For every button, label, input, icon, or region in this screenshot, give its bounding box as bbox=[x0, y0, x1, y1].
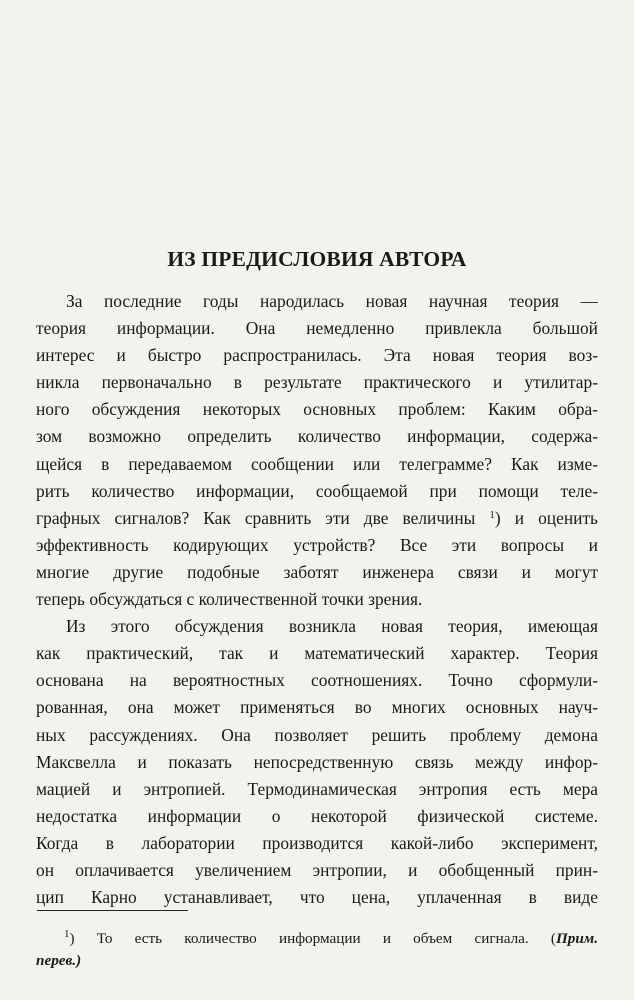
body-text bbox=[36, 288, 598, 911]
text-line: теперь обсуждаться с количественной точки зрения. bbox=[36, 589, 423, 610]
footnote-note: Прим. bbox=[555, 930, 598, 947]
text-line: мацией и энтропией. Термодинамическая энтропия есть мера bbox=[36, 778, 598, 799]
text-line: цип Карно устанавливает, что цена, уплаченная в виде bbox=[36, 887, 598, 908]
text-line: ных рассуждениях. Она позволяет решить проблему демона bbox=[36, 724, 598, 745]
text-line: основана на вероятностных соотношениях. Точно сформули- bbox=[36, 670, 598, 691]
text-line: он оплачивается увеличением энтропии, и обобщенный прин- bbox=[36, 859, 598, 880]
text-line: никла первоначально в результате практического и утилитар- bbox=[36, 372, 598, 393]
text-line: теория информации. Она немедленно привлекла большой bbox=[36, 318, 598, 339]
text-line: За последние годы народилась новая научная теория — bbox=[66, 291, 598, 311]
text-line: Когда в лаборатории производится какой-либо эксперимент, bbox=[36, 832, 598, 853]
footnote-divider bbox=[37, 910, 188, 911]
footnote-marker: 1 bbox=[64, 928, 70, 940]
footnote bbox=[36, 928, 598, 972]
footnote-line bbox=[36, 928, 598, 950]
text-line: эффективность кодирующих устройств? Все эти вопросы и bbox=[36, 534, 598, 555]
text-line: недостатка информации о некоторой физической системе. bbox=[36, 805, 598, 826]
text-line: ного обсуждения некоторых основных проблем: Каким обра- bbox=[36, 399, 598, 420]
footnote-line bbox=[36, 950, 598, 972]
footnote-close: ) bbox=[76, 952, 82, 969]
text-line: как практический, так и математический характер. Теория bbox=[36, 643, 598, 664]
chapter-title: ИЗ ПРЕДИСЛОВИЯ АВТОРА bbox=[167, 247, 467, 271]
footnote-text: ) То есть количество информации и объем сигнала. ( bbox=[69, 930, 556, 947]
text-line: интерес и быстро распространилась. Эта новая теория воз- bbox=[36, 345, 598, 366]
text-line: многие другие подобные заботят инженера связи и могут bbox=[36, 561, 598, 582]
text-line: рить количество информации, сообщаемой при помощи теле- bbox=[36, 480, 598, 501]
text-line: Из этого обсуждения возникла новая теория, имеющая bbox=[66, 616, 598, 637]
text-segment: ) и оценить bbox=[494, 507, 598, 528]
text-line: щейся в передаваемом сообщении или телеграмме? Как изме- bbox=[36, 453, 598, 474]
footnote-note: перев. bbox=[36, 952, 77, 969]
text-line: рованная, она может применяться во многих основных науч- bbox=[36, 697, 598, 718]
text-segment: графных сигналов? Как сравнить эти две величины bbox=[36, 507, 476, 528]
text-line: Максвелла и показать непосредственную связь между инфор- bbox=[36, 751, 598, 772]
footnote-marker: 1 bbox=[489, 508, 495, 521]
text-line: зом возможно определить количество информации, содержа- bbox=[36, 426, 598, 447]
text-line-with-footnote bbox=[36, 505, 598, 532]
